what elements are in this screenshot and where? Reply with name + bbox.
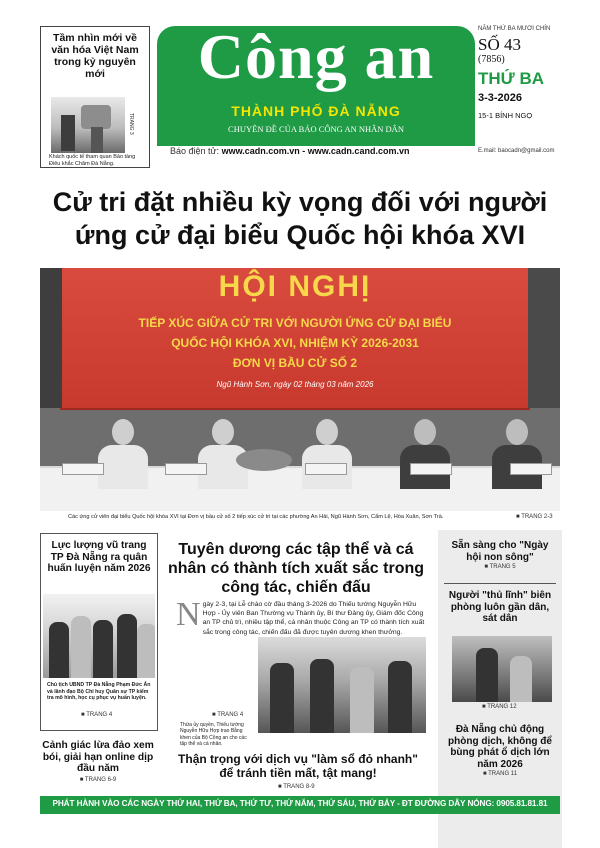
masthead-name: Công an <box>197 21 435 92</box>
issue-weekday: THỨ BA <box>478 69 545 88</box>
nameplate-5 <box>510 463 552 475</box>
masthead-subtitle: THÀNH PHỐ ĐÀ NẴNG <box>231 103 401 119</box>
culture-teaser-box[interactable] <box>40 26 150 168</box>
page-marker-icon: ■ <box>79 777 84 784</box>
footer-text: PHÁT HÀNH VÀO CÁC NGÀY THỨ HAI, THỨ BA, THỨ TƯ, THỨ NĂM, THỨ SÁU, THỨ BẢY - ĐT ĐƯỜNG DÂY NÓNG: 0905.81.81.81 <box>52 799 548 808</box>
border-guard-page-ref[interactable]: ■ TRANG 12 <box>482 704 517 710</box>
nameplate-3 <box>305 463 347 475</box>
festival-divider <box>444 583 556 584</box>
delegate-5 <box>492 419 542 489</box>
nameplate-1 <box>62 463 104 475</box>
conference-banner <box>60 268 530 410</box>
warning-teaser[interactable] <box>40 740 156 790</box>
masthead-email[interactable]: E.mail: baocadn@gmail.com <box>478 148 555 154</box>
epidemic-title: Đà Nẵng chủ động phòng dịch, không để bùng phát ổ dịch lớn năm 2026 <box>448 724 552 770</box>
training-title: Lực lượng vũ trang TP Đà Nẵng ra quân huấn luyện năm 2026 <box>47 540 151 575</box>
issue-lunar-date: 15-1 BÍNH NGỌ <box>478 111 533 120</box>
page-marker-icon: ■ <box>482 704 486 710</box>
culture-teaser-page-ref: TRANG 3 <box>128 113 134 135</box>
culture-teaser-title: Tầm nhìn mới về văn hóa Việt Nam trong kỷ nguyên mới <box>51 32 139 81</box>
lead-photo[interactable] <box>40 268 560 511</box>
banner-title: HỘI NGHỊ <box>218 270 372 303</box>
nameplate-2 <box>165 463 207 475</box>
delegate-3 <box>302 419 352 489</box>
banner-line-3: ĐƠN VỊ BẦU CỬ SỐ 2 <box>232 356 358 370</box>
lead-page-ref[interactable]: ■ TRANG 2-3 <box>516 514 553 520</box>
border-guard-photo <box>452 636 552 702</box>
banner-place: Ngũ Hành Sơn, ngày 02 tháng 03 năm 2026 <box>216 380 374 389</box>
footer-bar <box>40 796 560 814</box>
issue-number: SỐ 43 <box>478 35 521 54</box>
commendation-body-text: gày 2-3, tại Lễ chào cờ đầu tháng 3-2026 do Thiếu tướng Nguyễn Hữu Hợp - Ủy viên Ban Thường vụ Thành ủy, Bí thư Đảng ủy, Giám đốc Công an TP chủ trì, nhiều tập thể, cá nhân thuộc Công an TP có thành tích xuất sắc trong công tác, chiến đấu đã được tuyên dương khen thưởng. <box>202 601 425 636</box>
page-marker-icon: ■ <box>81 712 85 718</box>
website-label: Báo điện tử: <box>170 146 220 156</box>
training-page-ref: ■ TRANG 4 <box>81 712 113 718</box>
culture-teaser-caption: Khách quốc tế tham quan Bảo tàng Điêu khắc Chăm Đà Nẵng. <box>49 154 136 167</box>
festival-teaser[interactable] <box>444 540 556 570</box>
page-marker-icon: ■ <box>212 712 216 718</box>
masthead-tagline: CHUYÊN ĐỀ CỦA BÁO CÔNG AN NHÂN DÂN <box>228 124 404 134</box>
training-caption: Chủ tịch UBND TP Đà Nẵng Phạm Đức Ấn và lãnh đạo Bộ Chỉ huy Quân sự TP kiểm tra mô hình, học cụ phục vụ huấn luyện. <box>47 682 151 701</box>
issue-year: NĂM THỨ BA MƯƠI CHÍN <box>478 26 551 32</box>
warning-title: Cảnh giác lừa đảo xem bói, giải hạn online dịp đầu năm <box>42 740 154 775</box>
commendation-photo-caption: Thừa ủy quyền, Thiếu tướng Nguyễn Hữu Hợp trao Bằng khen của Bộ Công an cho các tập thể và cá nhân. <box>180 722 247 747</box>
festival-title: Sẵn sàng cho "Ngày hội non sông" <box>451 540 549 563</box>
flower-arrangement <box>236 449 292 471</box>
border-guard-title: Người "thủ lĩnh" biên phòng luôn gần dân, sát dân <box>448 590 552 624</box>
lead-headline-line-2: ứng cử đại biểu Quốc hội khóa XVI <box>74 220 526 251</box>
lead-photo-caption: Các ứng cử viên đại biểu Quốc hội khóa XVI tại Đơn vị bầu cử số 2 tiếp xúc cử tri tại các phường An Hải, Ngũ Hành Sơn, Cẩm Lệ, Hòa Xuân, Sơn Trà. <box>68 514 444 520</box>
delegate-1 <box>98 419 148 489</box>
page-marker-icon: ■ <box>278 784 282 790</box>
land-service-headline[interactable]: Thận trọng với dịch vụ "làm sổ đỏ nhanh" để tránh tiền mất, tật mang! <box>178 752 418 781</box>
training-photo <box>43 594 155 678</box>
banner-line-2: QUỐC HỘI KHÓA XVI, NHIỆM KỲ 2026-2031 <box>171 336 419 350</box>
issue-date: 3-3-2026 <box>478 92 523 104</box>
border-guard-teaser[interactable] <box>444 590 556 625</box>
issue-serial: (7856) <box>478 54 505 65</box>
culture-teaser-photo <box>51 97 125 153</box>
lead-headline-line-1: Cử tri đặt nhiều kỳ vọng đối với người <box>52 187 548 217</box>
right-flag <box>528 268 560 408</box>
commendation-photo[interactable] <box>258 637 426 733</box>
land-service-page-ref[interactable]: ■ TRANG 8-9 <box>278 784 315 790</box>
drop-cap: N <box>176 596 201 633</box>
masthead-websites-bar <box>170 146 470 160</box>
epidemic-teaser[interactable] <box>444 724 556 777</box>
nameplate-4 <box>410 463 452 475</box>
epidemic-page-ref: ■ TRANG 11 <box>482 771 518 777</box>
delegate-4 <box>400 419 450 489</box>
training-box[interactable] <box>40 533 158 731</box>
issue-info <box>478 26 568 144</box>
warning-page-ref: ■ TRANG 6-9 <box>79 777 117 784</box>
commendation-page-ref[interactable]: ■ TRANG 4 <box>212 712 244 718</box>
page-marker-icon: ■ <box>482 771 487 777</box>
page-marker-icon: ■ <box>484 564 489 570</box>
commendation-headline[interactable]: Tuyên dương các tập thể và cá nhân có thành tích xuất sắc trong công tác, chiến đấu <box>167 541 425 597</box>
page-marker-icon: ■ <box>516 514 520 520</box>
festival-page-ref: ■ TRANG 5 <box>484 564 516 570</box>
lead-headline[interactable] <box>20 186 580 253</box>
website-links[interactable]: www.cadn.com.vn - www.cadn.cand.com.vn <box>221 146 410 156</box>
masthead[interactable] <box>157 21 475 146</box>
banner-line-1: TIẾP XÚC GIỮA CỬ TRI VỚI NGƯỜI ỨNG CỬ ĐẠI BIỂU <box>138 316 452 330</box>
left-flag <box>40 268 62 408</box>
